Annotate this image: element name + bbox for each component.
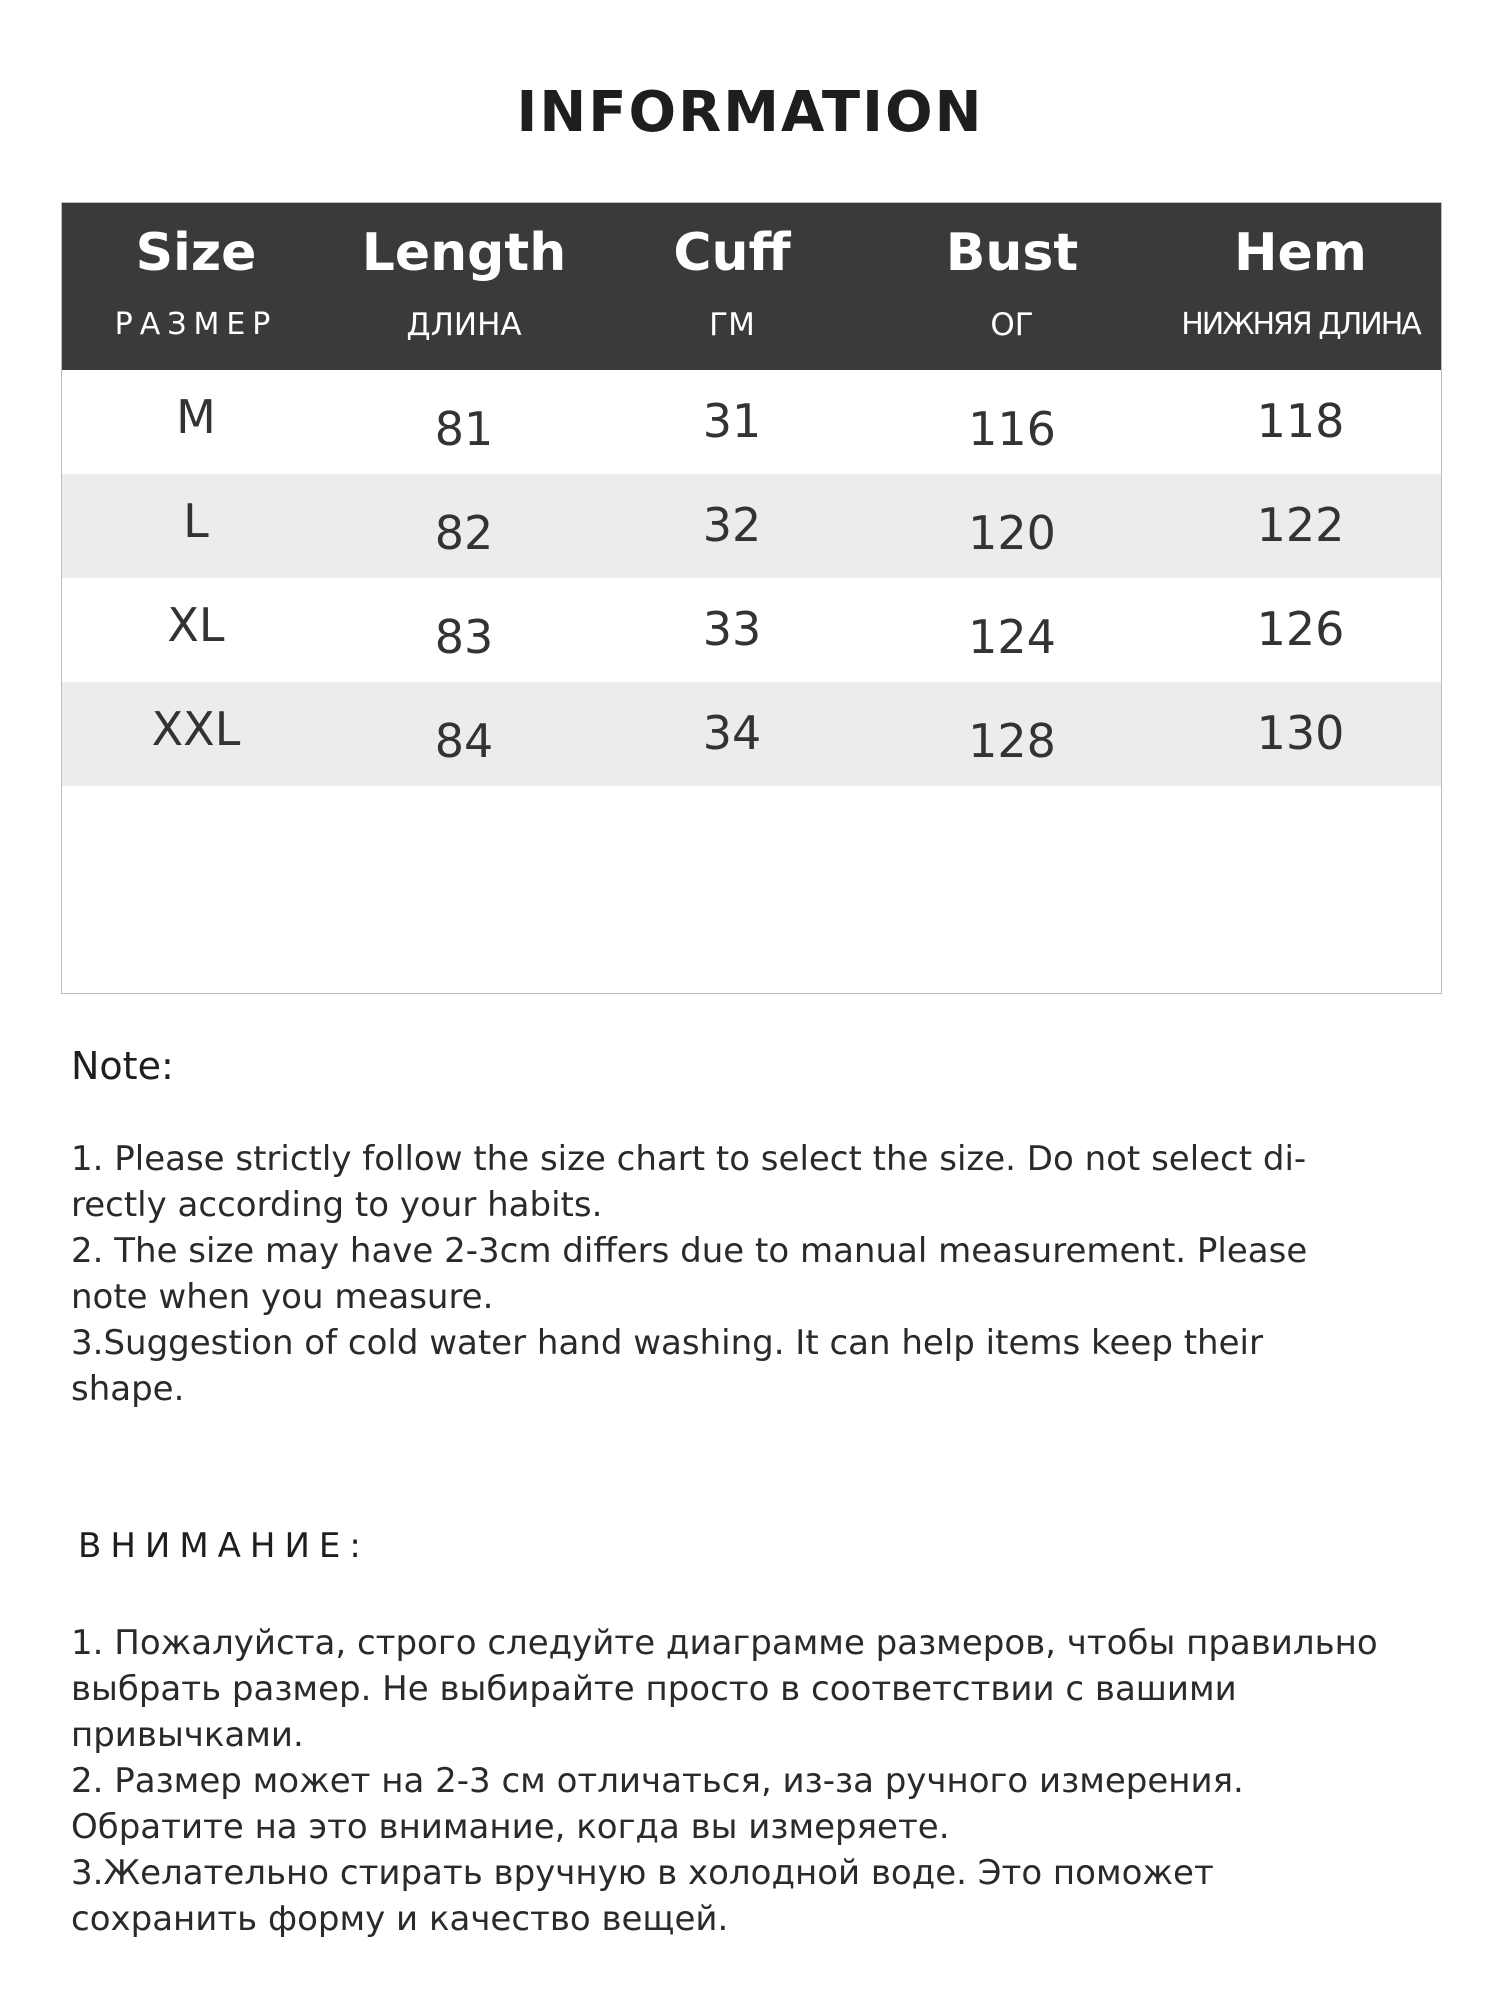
cell-hem: 130 <box>1256 706 1345 760</box>
note-line: shape. <box>71 1369 185 1409</box>
note-line: 3.Suggestion of cold water hand washing. It can help items keep their <box>71 1323 1263 1363</box>
cell-cuff: 31 <box>702 394 762 448</box>
attention-text <box>71 1620 1431 1942</box>
page-title: INFORMATION <box>516 80 984 145</box>
header-length: Length <box>361 223 567 283</box>
note-line: 1. Please strictly follow the size chart to select the size. Do not select di- <box>71 1139 1307 1179</box>
table-header <box>62 203 1441 370</box>
header-length-ru: ДЛИНА <box>406 307 522 343</box>
cell-bust: 128 <box>968 714 1056 768</box>
cell-hem: 126 <box>1256 602 1345 656</box>
cell-cuff: 32 <box>702 498 762 552</box>
attention-line: выбрать размер. Не выбирайте просто в соответствии с вашими <box>71 1669 1237 1709</box>
cell-bust: 124 <box>968 610 1056 664</box>
size-chart-table <box>61 202 1442 994</box>
header-cuff: Cuff <box>673 223 791 283</box>
note-line: note when you measure. <box>71 1277 494 1317</box>
attention-line: 2. Размер может на 2-3 см отличаться, из-за ручного измерения. <box>71 1761 1244 1801</box>
cell-length: 82 <box>434 506 494 560</box>
header-hem-ru: НИЖНЯЯ ДЛИНА <box>1181 307 1420 342</box>
attention-line: Обратите на это внимание, когда вы измеряете. <box>71 1807 950 1847</box>
attention-heading: ВНИМАНИЕ: <box>78 1526 370 1566</box>
attention-line: привычками. <box>71 1715 304 1755</box>
note-line: rectly according to your habits. <box>71 1185 603 1225</box>
note-line: 2. The size may have 2-3cm differs due to manual measurement. Please <box>71 1231 1308 1271</box>
table-row <box>62 370 1441 474</box>
header-bust: Bust <box>945 223 1079 283</box>
cell-cuff: 33 <box>702 602 762 656</box>
attention-line: 3.Желательно стирать вручную в холодной воде. Это поможет <box>71 1853 1214 1893</box>
attention-line: 1. Пожалуйста, строго следуйте диаграмме размеров, чтобы правильно <box>71 1623 1378 1663</box>
note-text <box>71 1136 1411 1412</box>
cell-size: M <box>176 390 216 444</box>
cell-bust: 116 <box>968 402 1056 456</box>
header-bust-ru: ОГ <box>990 307 1034 343</box>
header-size: Size <box>135 223 257 283</box>
note-heading: Note: <box>71 1044 174 1088</box>
table-row <box>62 578 1441 682</box>
header-hem: Hem <box>1234 223 1367 283</box>
table-row <box>62 682 1441 786</box>
attention-line: сохранить форму и качество вещей. <box>71 1899 729 1939</box>
cell-size: XXL <box>151 702 241 756</box>
table-row <box>62 474 1441 578</box>
cell-length: 83 <box>434 610 494 664</box>
cell-hem: 118 <box>1256 394 1345 448</box>
header-cuff-ru: ГМ <box>709 307 755 343</box>
cell-cuff: 34 <box>702 706 762 760</box>
cell-size: L <box>183 494 209 548</box>
cell-bust: 120 <box>968 506 1056 560</box>
cell-length: 81 <box>434 402 494 456</box>
cell-size: XL <box>167 598 225 652</box>
header-size-ru: РАЗМЕР <box>114 307 278 342</box>
cell-length: 84 <box>434 714 494 768</box>
cell-hem: 122 <box>1256 498 1345 552</box>
